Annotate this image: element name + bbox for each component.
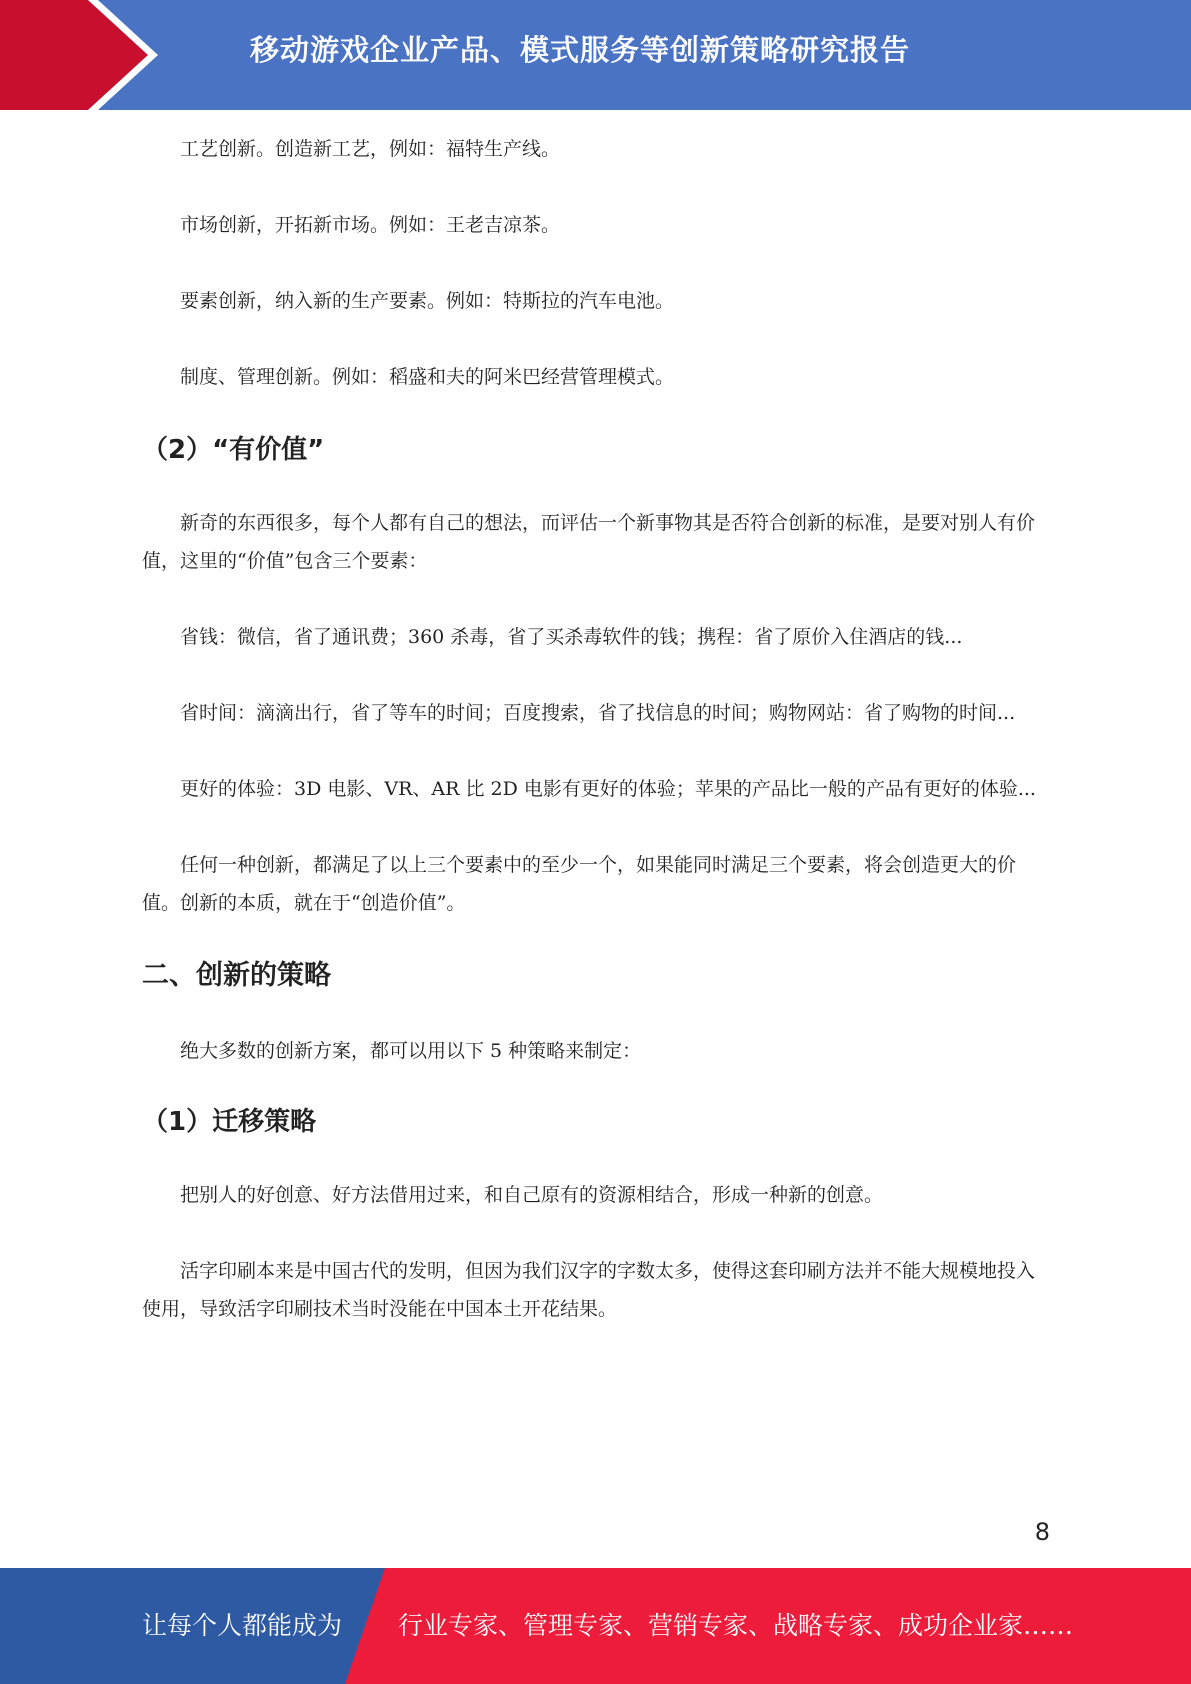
paragraph-value-summary: 任何一种创新，都满足了以上三个要素中的至少一个，如果能同时满足三个要素，将会创造更大的价值。创新的本质，就在于“创造价值”。 bbox=[142, 854, 1017, 914]
footer-slogan-right: 行业专家、管理专家、营销专家、战略专家、成功企业家…… bbox=[398, 1611, 1074, 1640]
heading-innovation-strategy: 二、创新的策略 bbox=[142, 960, 331, 991]
page-header bbox=[0, 0, 1191, 110]
paragraph-strategy-intro: 绝大多数的创新方案，都可以用以下 5 种策略来制定： bbox=[180, 1040, 642, 1062]
header-title: 移动游戏企业产品、模式服务等创新策略研究报告 bbox=[250, 33, 911, 67]
paragraph-migration-definition: 把别人的好创意、好方法借用过来，和自己原有的资源相结合，形成一种新的创意。 bbox=[180, 1184, 884, 1206]
heading-migration-strategy: （1）迁移策略 bbox=[142, 1107, 317, 1137]
document-body bbox=[142, 130, 1047, 1328]
page-number: 8 bbox=[1034, 1518, 1050, 1546]
paragraph-market-innovation: 市场创新，开拓新市场。例如：王老吉凉茶。 bbox=[180, 214, 561, 236]
paragraph-management-innovation: 制度、管理创新。例如：稻盛和夫的阿米巴经营管理模式。 bbox=[180, 366, 675, 388]
paragraph-save-money: 省钱：微信，省了通讯费；360 杀毒，省了买杀毒软件的钱；携程：省了原价入住酒店的钱... bbox=[180, 626, 963, 648]
footer-slogan-left: 让每个人都能成为 bbox=[142, 1611, 343, 1640]
paragraph-value-intro: 新奇的东西很多，每个人都有自己的想法，而评估一个新事物其是否符合创新的标准，是要对别人有价值，这里的“价值”包含三个要素： bbox=[142, 512, 1036, 572]
paragraph-save-time: 省时间：滴滴出行，省了等车的时间；百度搜索，省了找信息的时间；购物网站：省了购物的时间... bbox=[180, 702, 1016, 724]
page-footer bbox=[0, 1568, 1191, 1684]
paragraph-movable-type-example: 活字印刷本来是中国古代的发明，但因为我们汉字的字数太多，使得这套印刷方法并不能大规模地投入使用，导致活字印刷技术当时没能在中国本土开花结果。 bbox=[142, 1260, 1036, 1320]
paragraph-process-innovation: 工艺创新。创造新工艺，例如：福特生产线。 bbox=[180, 138, 561, 160]
paragraph-factor-innovation: 要素创新，纳入新的生产要素。例如：特斯拉的汽车电池。 bbox=[180, 290, 675, 312]
heading-valuable: （2）“有价值” bbox=[142, 435, 325, 465]
paragraph-better-experience: 更好的体验：3D 电影、VR、AR 比 2D 电影有更好的体验；苹果的产品比一般的产品有更好的体验... bbox=[180, 778, 1036, 800]
